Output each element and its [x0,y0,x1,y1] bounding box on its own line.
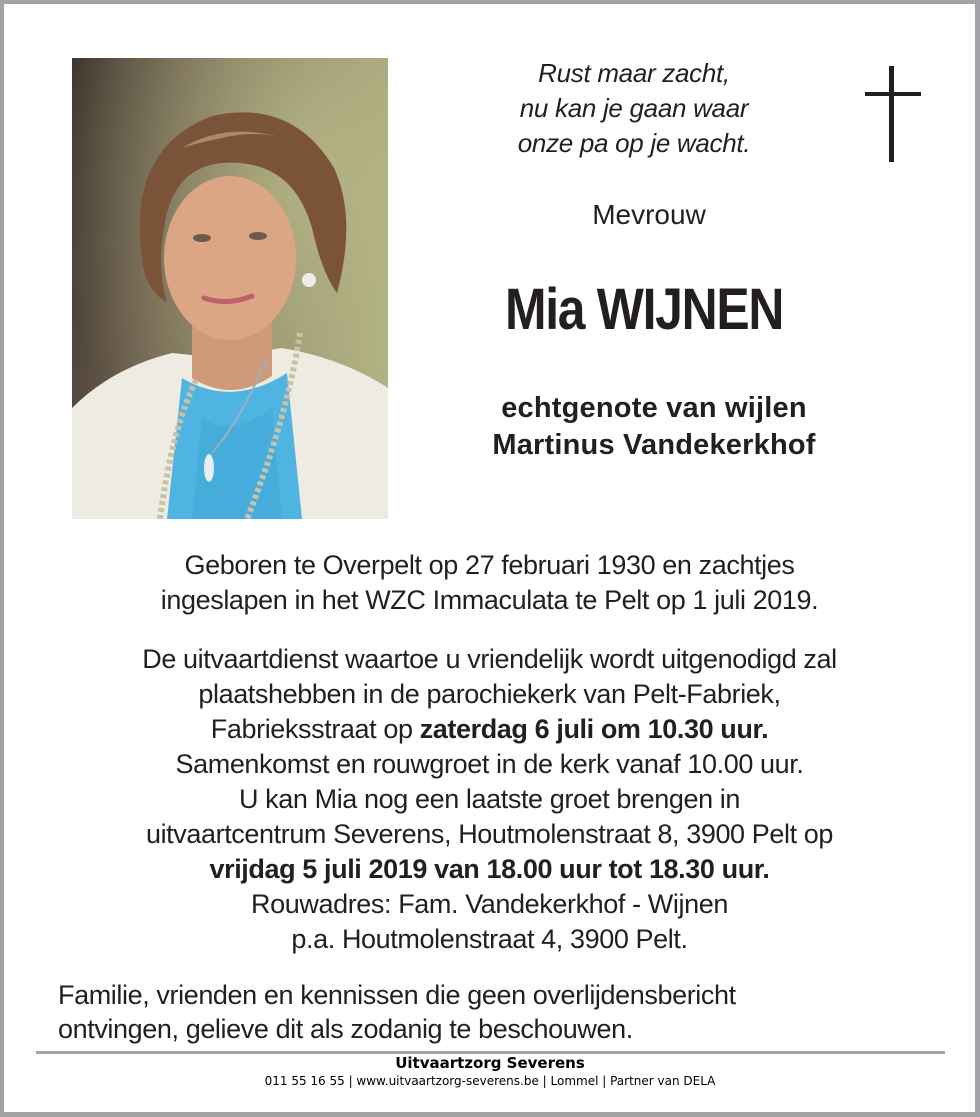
birth-line: Geboren te Overpelt op 27 februari 1930 en zachtjes [184,550,795,580]
portrait-photo [72,58,388,519]
cross-icon [865,66,921,162]
portrait-image [72,58,388,519]
funeral-company-name: Uitvaartzorg Severens [395,1054,585,1072]
obituary-notice [4,4,975,1112]
mourning-address: Rouwadres: Fam. Vandekerkhof - Wijnen [251,889,728,919]
closing-line: ontvingen, gelieve dit als zodanig te beschouwen. [58,1014,633,1044]
funeral-date-time: zaterdag 6 juli om 10.30 uur. [419,714,769,744]
company-phone: 011 55 16 55 [264,1074,345,1088]
memorial-verse [444,56,824,161]
funeral-info [4,642,975,957]
cross-horizontal-bar [865,92,921,96]
company-website: www.uitvaartzorg-severens.be [356,1074,539,1088]
closing-note [58,978,938,1046]
separator: | [538,1074,551,1088]
viewing-date-bold: vrijdag 5 juli 2019 van 18.00 uur tot 18.30 uur. [209,854,770,884]
spouse-line: echtgenote van wijlen [501,392,807,424]
separator: | [598,1074,611,1088]
viewing-date-time [4,852,975,887]
funeral-company-contact [0,1073,980,1090]
verse-line: nu kan je gaan waar [519,93,749,123]
cross-vertical-bar [889,66,894,162]
funeral-line: U kan Mia nog een laatste groet brengen in [238,784,741,814]
funeral-line [4,712,975,747]
verse-line: Rust maar zacht, [538,58,730,88]
separator: | [344,1074,357,1088]
company-location: Lommel [550,1074,599,1088]
verse-line: onze pa op je wacht. [517,128,751,158]
birth-death-info [4,548,975,618]
spouse-line: Martinus Vandekerkhof [492,429,816,461]
funeral-location: Fabrieksstraat op [210,714,420,744]
salutation: Mevrouw [592,199,706,230]
spouse-info [444,390,864,464]
funeral-line: plaatshebben in de parochiekerk van Pelt-Fabriek, [198,679,781,709]
birth-line: ingeslapen in het WZC Immaculata te Pelt op 1 juli 2019. [160,585,819,615]
funeral-line: De uitvaartdienst waartoe u vriendelijk wordt uitgenodigd zal [142,644,837,674]
company-partner: Partner van DELA [610,1074,716,1088]
funeral-line: uitvaartcentrum Severens, Houtmolenstraat 8, 3900 Pelt op [145,819,834,849]
closing-line: Familie, vrienden en kennissen die geen overlijdensbericht [58,980,736,1010]
mourning-address: p.a. Houtmolenstraat 4, 3900 Pelt. [291,924,688,954]
funeral-line: Samenkomst en rouwgroet in de kerk vanaf 10.00 uur. [175,749,804,779]
deceased-name: Mia WIJNEN [504,277,784,342]
